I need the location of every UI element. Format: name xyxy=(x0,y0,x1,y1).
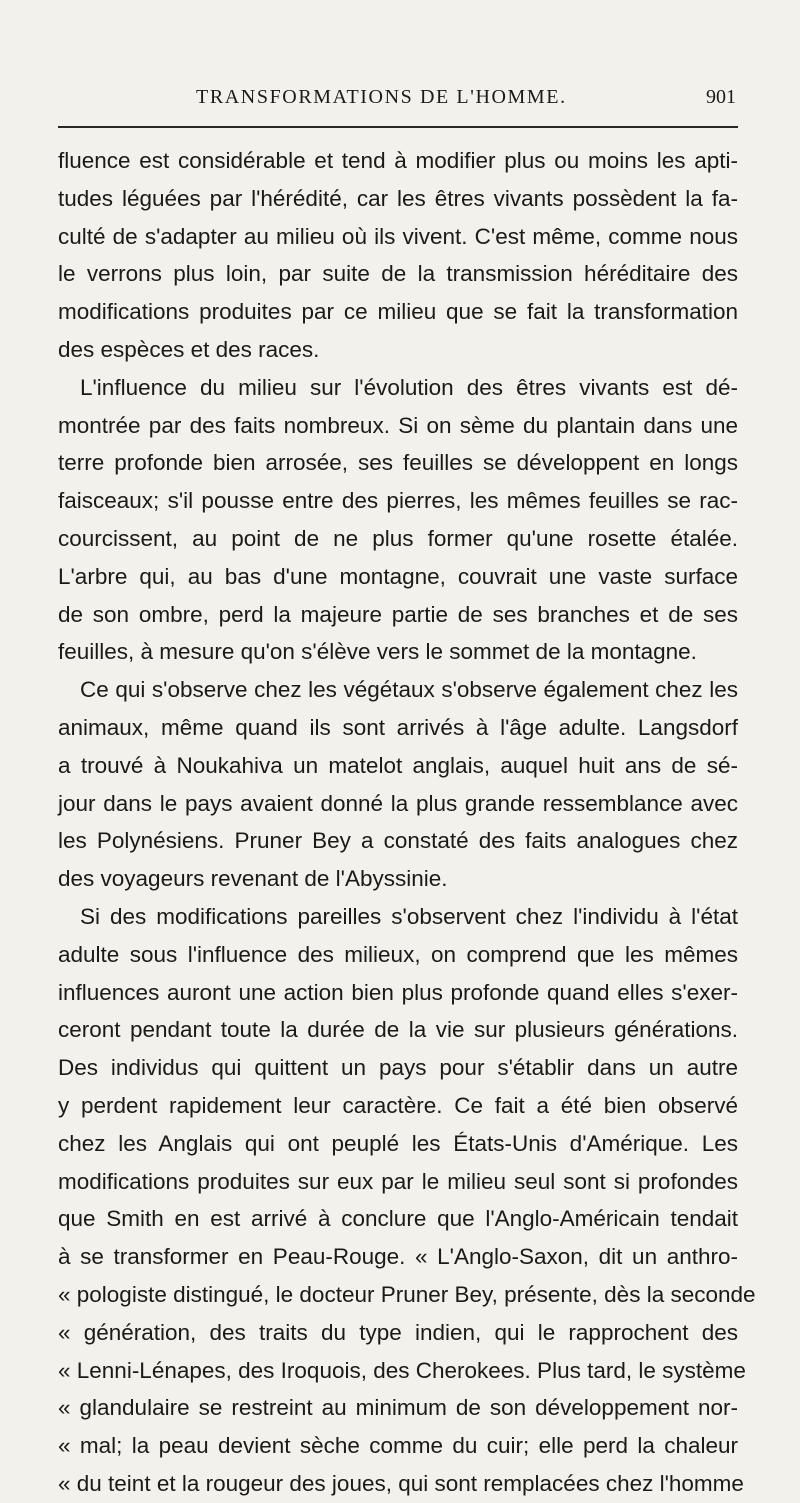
text-line: Des individus qui quittent un pays pour s'établir dans un autre xyxy=(58,1055,738,1081)
text-line: animaux, même quand ils sont arrivés à l'âge adulte. Langsdorf xyxy=(58,714,738,740)
text-line: feuilles, à mesure qu'on s'élève vers le sommet de la montagne. xyxy=(58,639,697,665)
text-line: a trouvé à Noukahiva un matelot anglais, auquel huit ans de sé- xyxy=(58,752,738,778)
text-line: adulte sous l'influence des milieux, on comprend que les mêmes xyxy=(58,941,738,967)
text-line: faisceaux; s'il pousse entre des pierres, les mêmes feuilles se rac- xyxy=(58,488,738,514)
text-line: de son ombre, perd la majeure partie de ses branches et de ses xyxy=(58,601,738,627)
text-line: « glandulaire se restreint au minimum de son développement nor- xyxy=(58,1395,738,1421)
page-number: 901 xyxy=(706,86,736,108)
text-line: le verrons plus loin, par suite de la transmission héréditaire des xyxy=(58,261,738,287)
text-line: « génération, des traits du type indien, qui le rapprochent des xyxy=(58,1319,738,1345)
text-line: des voyageurs revenant de l'Abyssinie. xyxy=(58,866,448,892)
text-line: fluence est considérable et tend à modifier plus ou moins les apti- xyxy=(58,148,738,173)
text-line: « Lenni-Lénapes, des Iroquois, des Cherokees. Plus tard, le système xyxy=(58,1357,746,1383)
text-line: chez les Anglais qui ont peuplé les États-Unis d'Amérique. Les xyxy=(58,1130,738,1156)
text-line: Ce qui s'observe chez les végétaux s'observe également chez les xyxy=(80,677,738,703)
text-line: à se transformer en Peau-Rouge. « L'Anglo-Saxon, dit un anthro- xyxy=(58,1244,738,1270)
text-line: influences auront une action bien plus profonde quand elles s'exer- xyxy=(58,979,738,1005)
text-line: des espèces et des races. xyxy=(58,336,320,362)
running-title: TRANSFORMATIONS DE L'HOMME. xyxy=(196,86,567,108)
text-line: que Smith en est arrivé à conclure que l'Anglo-Américain tendait xyxy=(58,1206,738,1232)
text-line: « pologiste distingué, le docteur Pruner Bey, présente, dès la seconde xyxy=(58,1281,756,1307)
text-line: montrée par des faits nombreux. Si on sème du plantain dans une xyxy=(58,412,738,438)
text-line: y perdent rapidement leur caractère. Ce fait a été bien observé xyxy=(58,1092,738,1118)
text-line: les Polynésiens. Pruner Bey a constaté des faits analogues chez xyxy=(58,828,738,854)
text-line: ceront pendant toute la durée de la vie sur plusieurs générations. xyxy=(58,1017,738,1043)
text-line: L'arbre qui, au bas d'une montagne, couvrait une vaste surface xyxy=(58,563,738,589)
text-line: « du teint et la rougeur des joues, qui sont remplacées chez l'homme xyxy=(58,1470,744,1496)
text-line: courcissent, au point de ne plus former qu'une rosette étalée. xyxy=(58,525,738,551)
text-line: L'influence du milieu sur l'évolution des êtres vivants est dé- xyxy=(80,374,738,400)
text-line: jour dans le pays avaient donné la plus grande ressemblance avec xyxy=(58,790,738,816)
text-line: culté de s'adapter au milieu où ils vivent. C'est même, comme nous xyxy=(58,223,738,249)
text-line: « mal; la peau devient sèche comme du cuir; elle perd la chaleur xyxy=(58,1433,738,1459)
running-head xyxy=(196,86,736,114)
text-line: tudes léguées par l'hérédité, car les êtres vivants possèdent la fa- xyxy=(58,185,738,211)
header-rule xyxy=(58,126,738,128)
text-line: terre profonde bien arrosée, ses feuilles se développent en longs xyxy=(58,450,738,476)
body-text xyxy=(58,142,756,1503)
text-line: Si des modifications pareilles s'observent chez l'individu à l'état xyxy=(80,903,738,929)
text-line: modifications produites sur eux par le milieu seul sont si profondes xyxy=(58,1168,738,1194)
text-line: modifications produites par ce milieu que se fait la transformation xyxy=(58,299,738,325)
